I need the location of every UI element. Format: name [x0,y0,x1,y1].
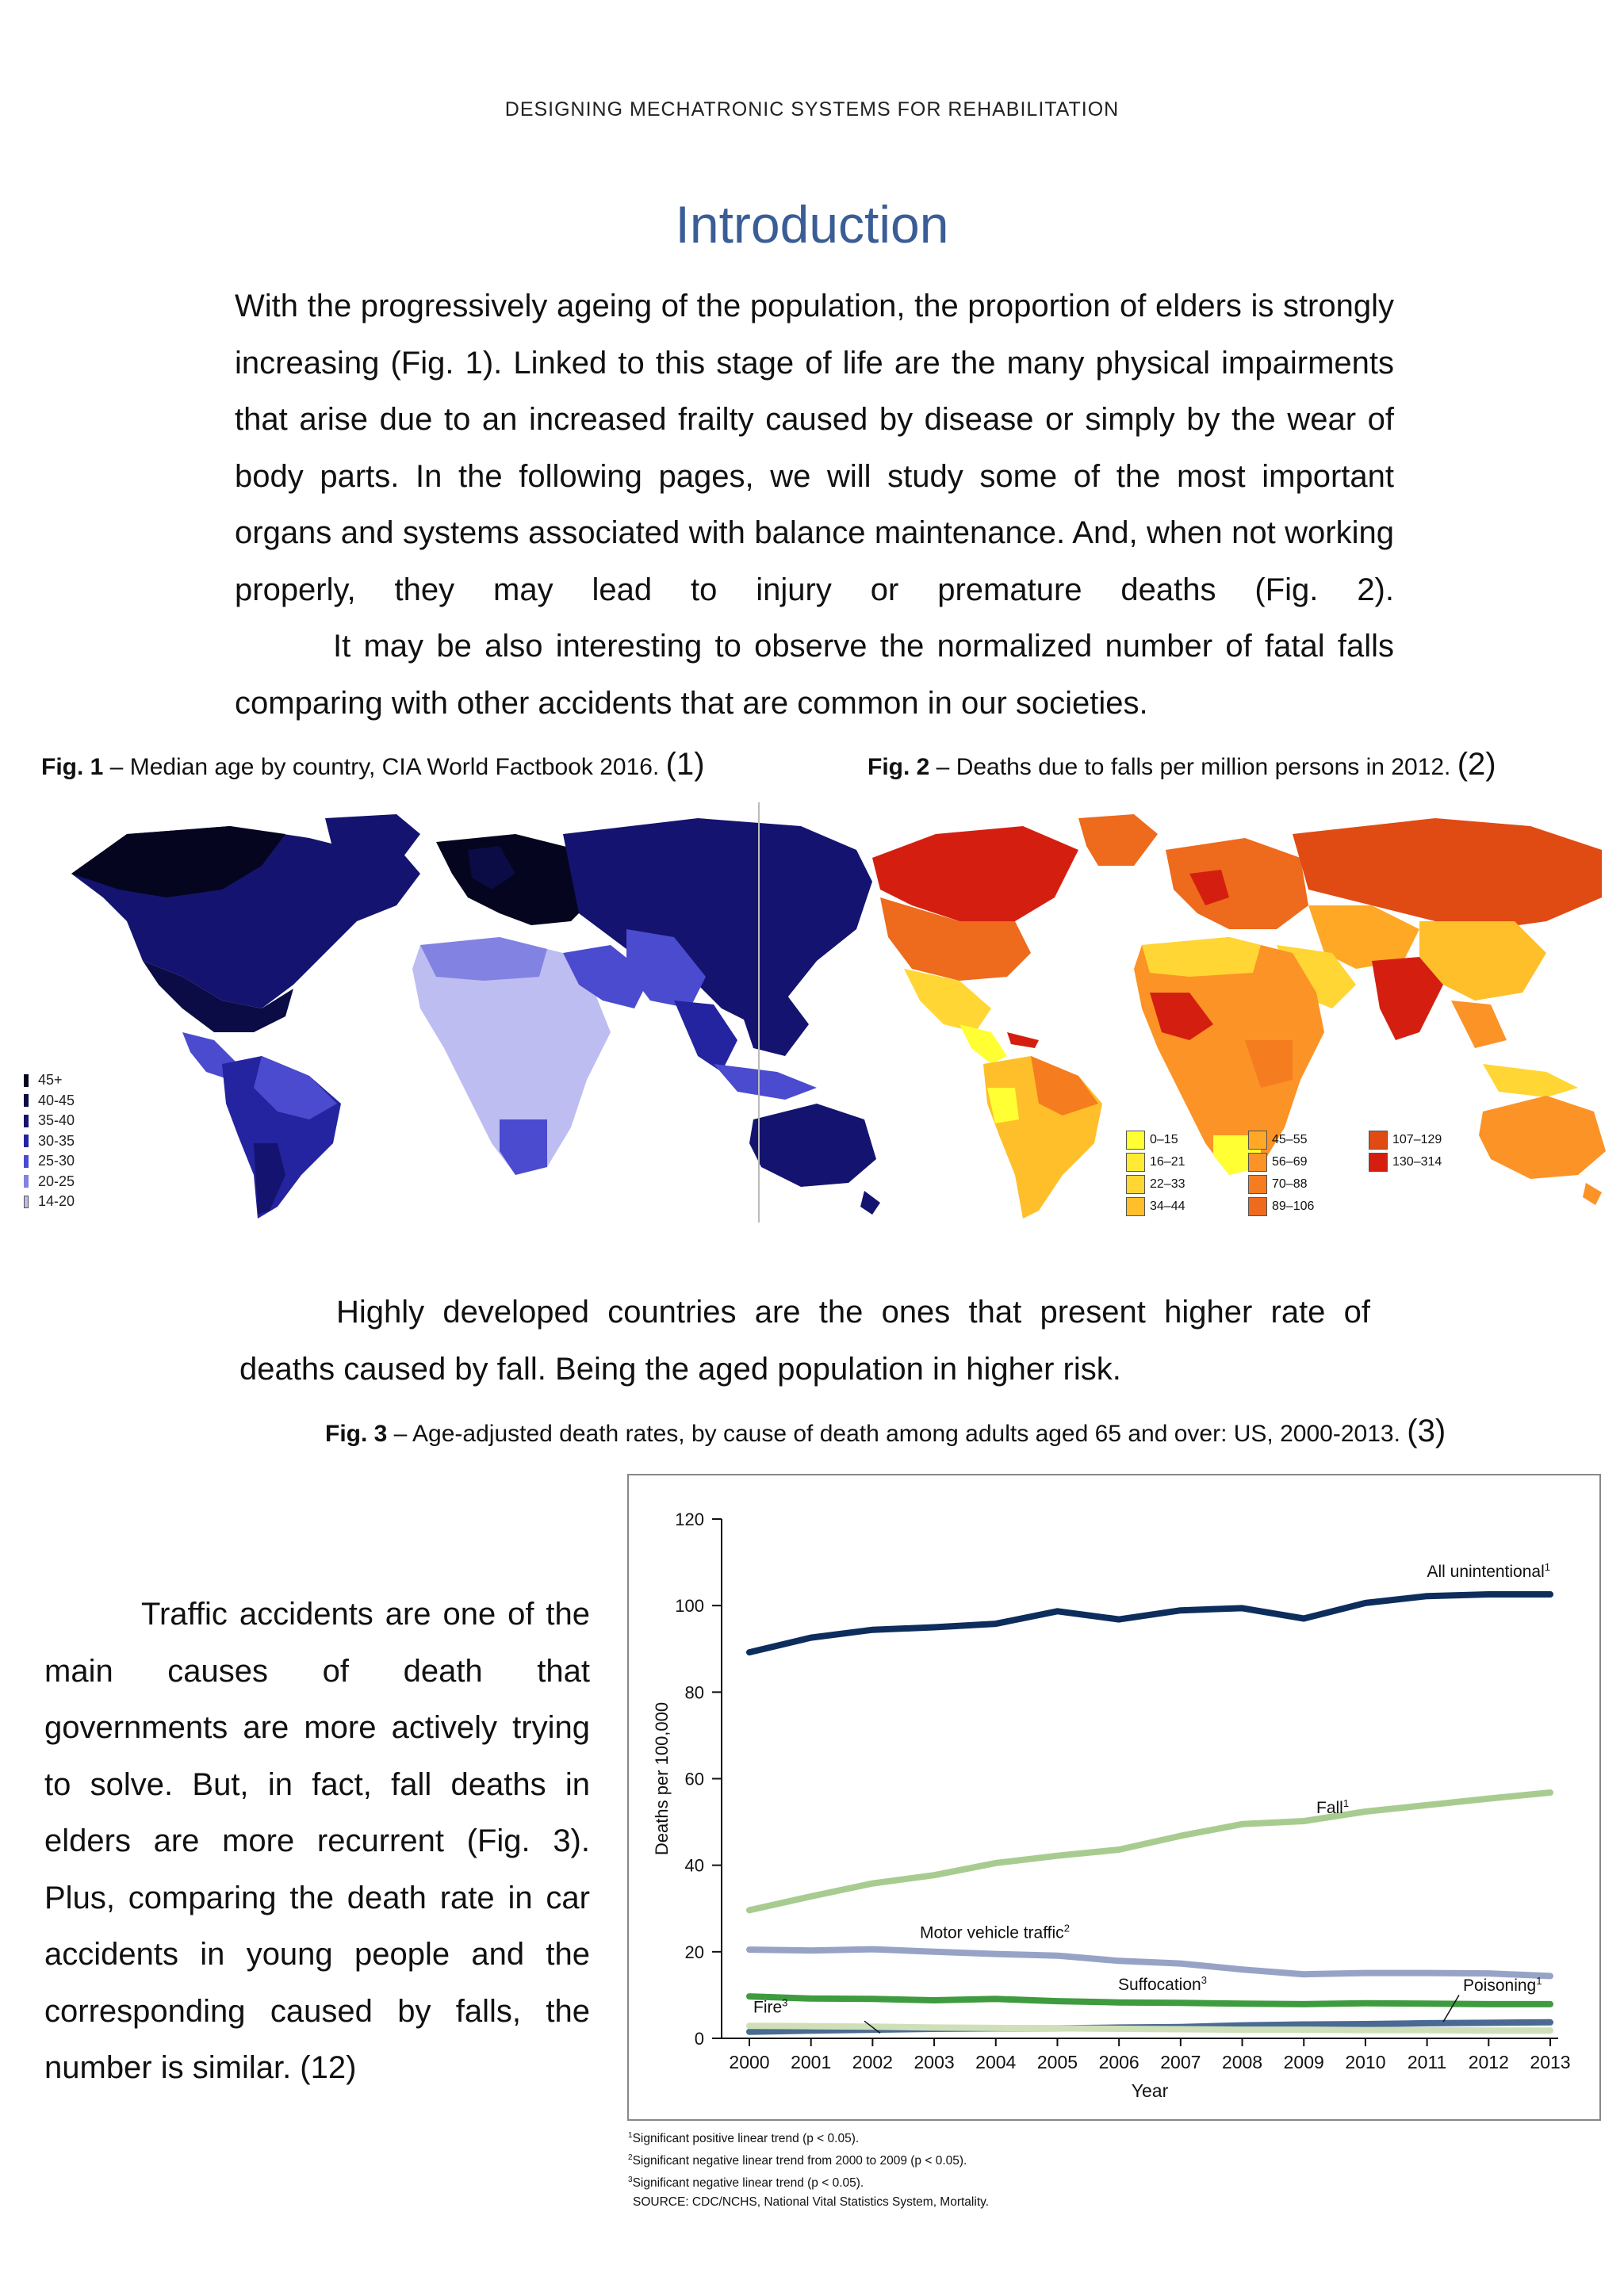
note-marker: 2 [628,2153,633,2163]
legend-swatch [24,1115,29,1127]
fig3-caption-text: – Age-adjusted death rates, by cause of death among adults aged 65 and over: US, 2000-2013. [387,1421,1408,1447]
x-tick-label: 2013 [1530,2052,1571,2072]
fig2-legend-item [1369,1151,1442,1173]
legend-label: 40-45 [38,1092,75,1108]
legend-label: 56–69 [1272,1155,1308,1169]
legend-swatch [24,1196,29,1208]
side-paragraph: Traffic accidents are one of the main causes of death that governments are more actively trying to solve. But, in fact, fall deaths in elders are more recurrent (Fig. 3). Plus, comparing the death rate in car accidents in young people and the corresponding caused by falls, the number is similar. (12) [44,1597,590,2085]
fig2-legend-item [1126,1151,1185,1173]
fig2-legend-item [1248,1129,1314,1151]
fig3-caption [325,1414,1446,1449]
fig1-legend-item [24,1070,75,1091]
fall-deaths-map [872,814,1606,1219]
x-tick-label: 2011 [1407,2052,1447,2072]
running-header: DESIGNING MECHATRONIC SYSTEMS FOR REHABILITATION [504,98,1120,121]
legend-label: 30-35 [38,1132,75,1149]
legend-label: 14-20 [38,1193,75,1210]
fig1-legend-item [24,1172,75,1192]
fig1-caption-text: – Median age by country, CIA World Factbook 2016. [103,754,666,780]
fig2-reference: (2) [1457,747,1496,782]
note-text: Significant negative linear trend from 2000 to 2009 (p < 0.05). [632,2154,967,2168]
legend-swatch [24,1074,29,1087]
legend-swatch [1248,1175,1267,1194]
legend-label: 107–129 [1392,1133,1442,1146]
x-tick-label: 2005 [1036,2052,1078,2072]
y-tick-label: 100 [675,1596,704,1617]
x-tick-label: 2008 [1221,2052,1263,2072]
chart-note [628,2149,989,2171]
legend-swatch [24,1135,29,1147]
y-axis-label: Deaths per 100,000 [652,1701,672,1856]
chart-notes [628,2126,989,2212]
x-tick-label: 2000 [729,2052,770,2072]
fig2-legend-item [1126,1196,1185,1218]
legend-label: 34–44 [1150,1200,1185,1213]
intro-paragraph-2: It may be also interesting to observe the normalized number of fatal falls comparing with other accidents that are common in our societies. [235,629,1394,721]
legend-swatch [24,1155,29,1168]
legend-swatch [24,1094,29,1107]
note-marker: 1 [628,2131,633,2140]
section-title: Introduction [675,195,949,254]
legend-label: 0–15 [1150,1133,1178,1146]
fig1-caption [41,747,705,783]
series-label: Fall$^1$ [1316,1797,1350,1818]
series-label: Fire$^3$ [753,1996,788,2017]
x-tick-label: 2002 [852,2052,893,2072]
y-tick-label: 20 [684,1942,704,1962]
x-tick-label: 2010 [1345,2052,1386,2072]
fig2-legend-item [1248,1173,1314,1196]
series-label: Motor vehicle traffic$^2$ [920,1922,1070,1942]
fig1-legend-item [24,1091,75,1112]
y-tick-label: 60 [684,1769,704,1789]
note-text: SOURCE: CDC/NCHS, National Vital Statistics System, Mortality. [633,2195,990,2210]
series-label: Suffocation$^3$ [1118,1974,1207,1995]
note-text: Significant negative linear trend (p < 0.05). [632,2176,864,2191]
fig2-legend-item [1369,1129,1442,1151]
legend-label: 22–33 [1150,1177,1185,1191]
fig2-caption-text: – Deaths due to falls per million persons in 2012. [929,754,1457,780]
legend-label: 25-30 [38,1153,75,1169]
series-label: Poisoning$^1$ [1463,1974,1542,1995]
x-tick-label: 2001 [791,2052,832,2072]
fig2-label: Fig. 2 [868,754,930,780]
series-label: All unintentional$^1$ [1427,1560,1550,1581]
fig2-legend-col-2 [1248,1129,1314,1218]
legend-swatch [1248,1197,1267,1216]
y-tick-label: 120 [675,1510,704,1529]
fig2-legend-item [1126,1129,1185,1151]
fig2-legend-item [1248,1196,1314,1218]
note-text: Significant positive linear trend (p < 0.05). [632,2132,860,2146]
fig1-legend-item [24,1151,75,1172]
x-axis-label: Year [1131,2080,1169,2101]
fig2-legend-col-1 [1126,1129,1185,1218]
legend-swatch [1126,1153,1145,1172]
fig2-legend-col-3 [1369,1129,1442,1173]
fig1-legend [24,1070,75,1212]
y-tick-label: 40 [684,1855,704,1876]
legend-swatch [24,1175,29,1188]
fig2-legend-item [1126,1173,1185,1196]
chart-note [628,2171,989,2193]
legend-label: 45+ [38,1072,63,1089]
legend-label: 89–106 [1272,1200,1315,1213]
chart-note [628,2126,989,2149]
legend-swatch [1369,1153,1388,1172]
legend-swatch [1126,1197,1145,1216]
legend-label: 130–314 [1392,1155,1442,1169]
fig1-label: Fig. 1 [41,754,104,780]
mid-paragraph: Highly developed countries are the ones that present higher rate of deaths caused by fall. Being the aged population in higher risk. [239,1295,1370,1387]
y-tick-label: 80 [684,1682,704,1703]
legend-swatch [1248,1131,1267,1150]
legend-swatch [1369,1131,1388,1150]
x-tick-label: 2006 [1098,2052,1139,2072]
x-tick-label: 2007 [1160,2052,1201,2072]
legend-swatch [1126,1175,1145,1194]
note-marker: 3 [628,2175,633,2185]
legend-label: 70–88 [1272,1177,1308,1191]
intro-paragraph-1: With the progressively ageing of the population, the proportion of elders is strongly increasing (Fig. 1). Linked to this stage of life are the many physical impairments that arise due to an increased frailty caused by disease or simply by the wear of body parts. In the following pages, we will study some of the most important organs and systems associated with balance maintenance. And, when not working properly, they may lead to injury or premature deaths (Fig. 2). [235,289,1394,607]
fig1-legend-item [24,1111,75,1131]
fig2-legend-item [1248,1151,1314,1173]
fig1-reference: (1) [665,747,705,782]
legend-swatch [1126,1131,1145,1150]
fig3-reference: (3) [1407,1414,1446,1448]
fig3-label: Fig. 3 [325,1421,388,1447]
death-rates-chart [626,1473,1602,2122]
chart-note [628,2193,989,2212]
fig1-legend-item [24,1131,75,1152]
legend-label: 16–21 [1150,1155,1185,1169]
y-tick-label: 0 [694,2029,704,2049]
legend-swatch [1248,1153,1267,1172]
x-tick-label: 2012 [1468,2052,1509,2072]
x-tick-label: 2009 [1283,2052,1324,2072]
fig2-caption [868,747,1496,783]
x-tick-label: 2004 [975,2052,1017,2072]
legend-label: 20-25 [38,1173,75,1189]
legend-label: 35-40 [38,1112,75,1129]
fig1-legend-item [24,1192,75,1212]
legend-label: 45–55 [1272,1133,1308,1146]
x-tick-label: 2003 [914,2052,955,2072]
